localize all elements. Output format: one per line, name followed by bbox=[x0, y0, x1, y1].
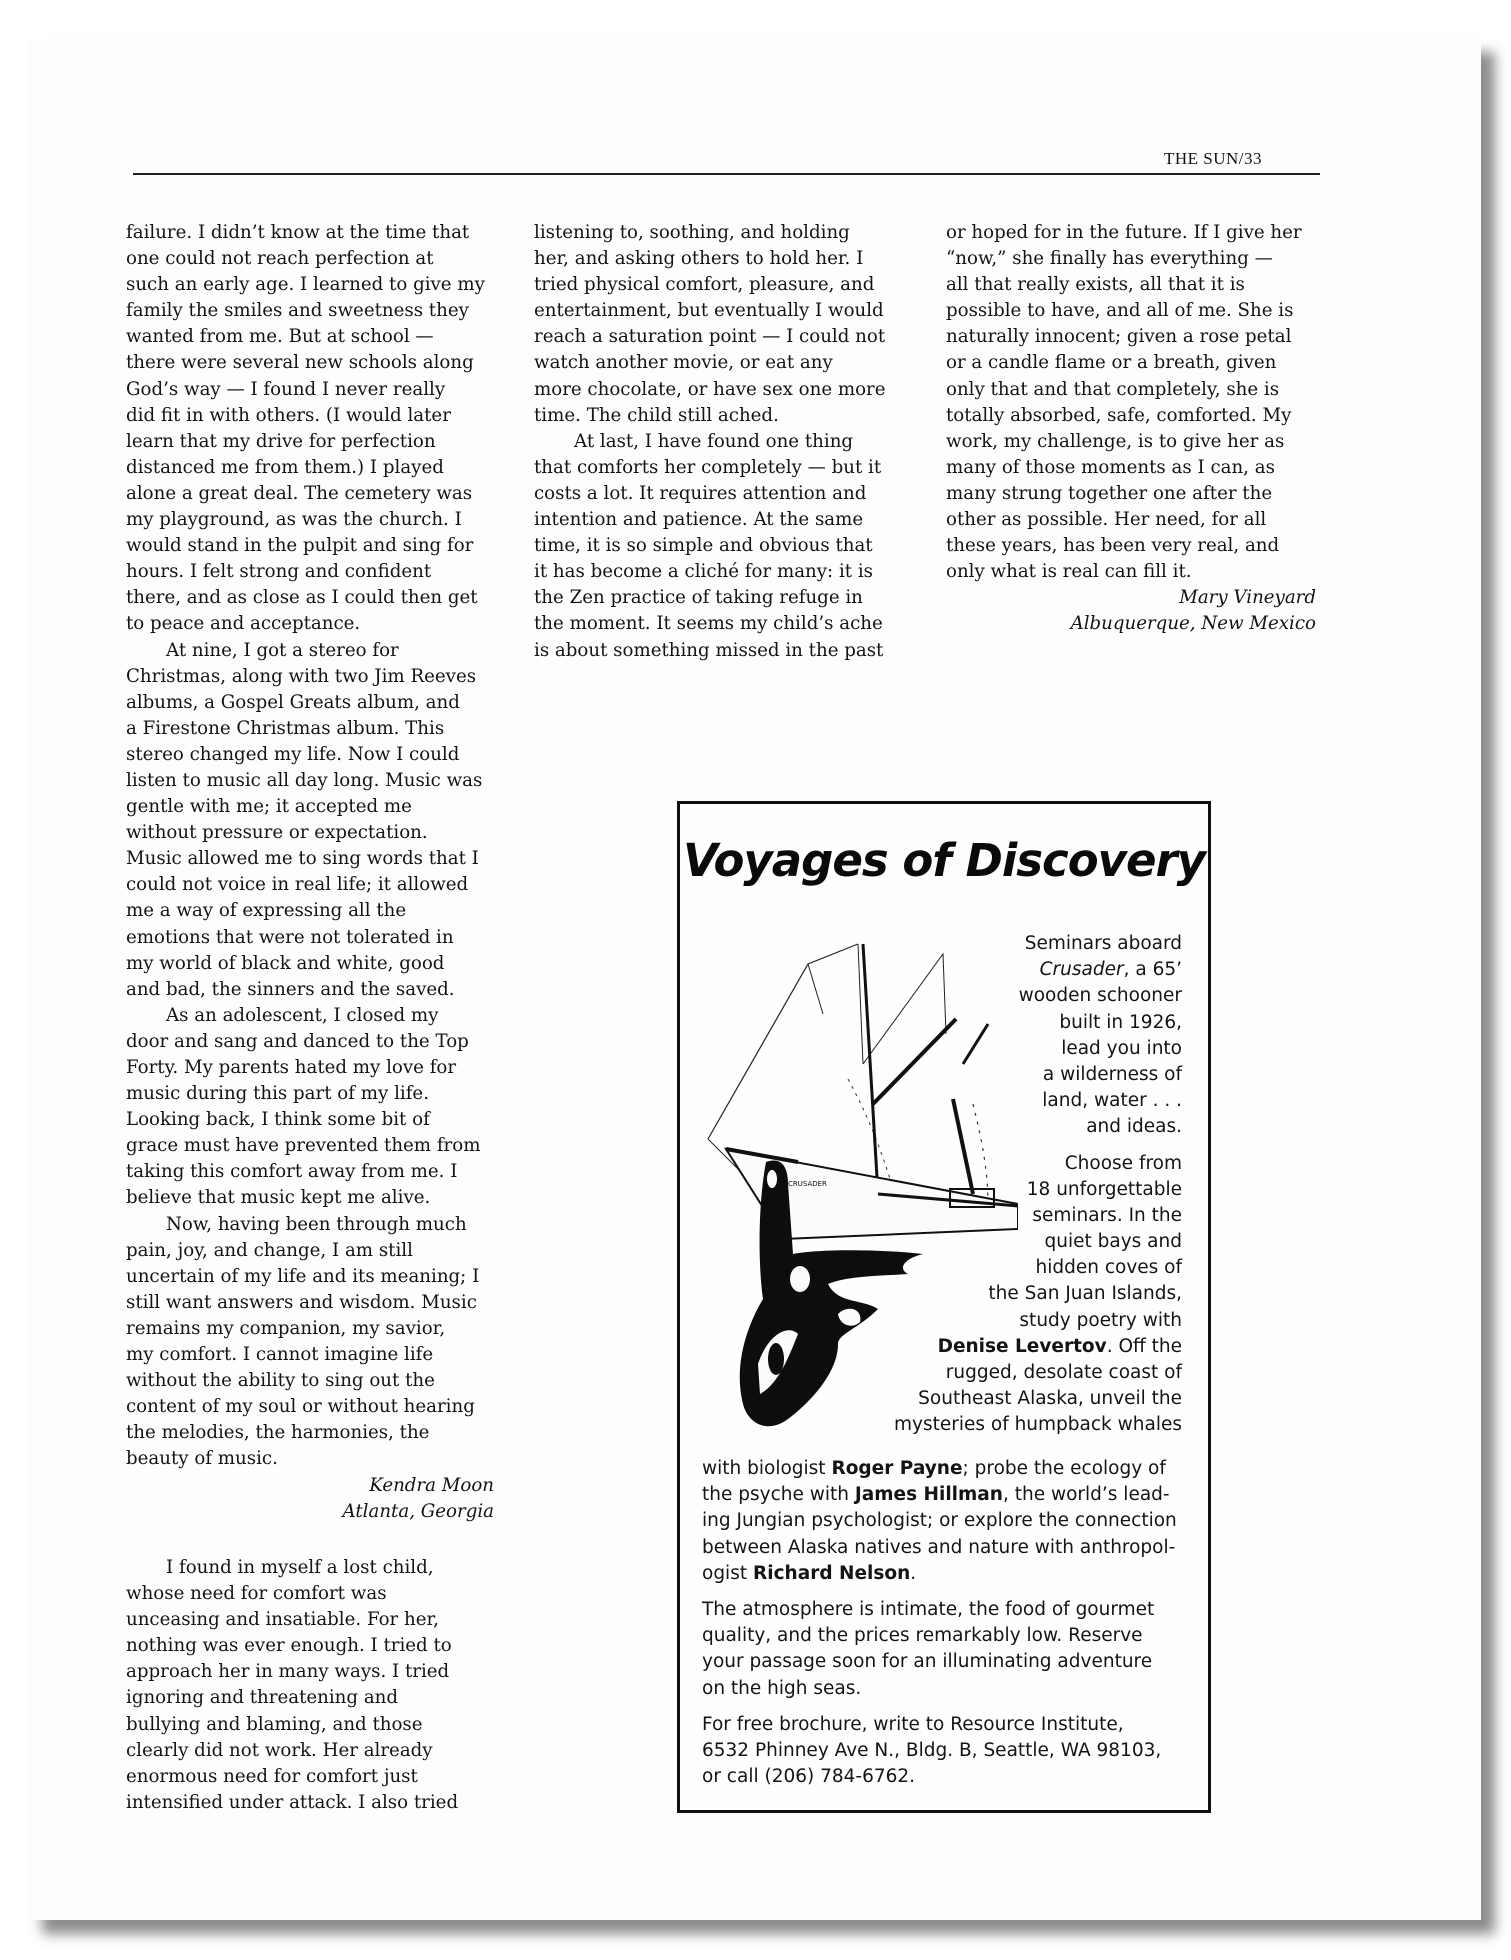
ad-text-run: , a 65’ bbox=[1123, 959, 1182, 981]
text-line: Forty. My parents hated my love for bbox=[126, 1057, 457, 1078]
text-line: I found in myself a lost child, bbox=[166, 1557, 434, 1578]
text-line: Now, having been through much bbox=[166, 1213, 467, 1235]
text-line: As an adolescent, I closed my bbox=[166, 1004, 439, 1026]
text-line: God’s way — I found I never really bbox=[126, 378, 446, 400]
column-2 bbox=[534, 220, 904, 664]
text-line: music during this part of my life. bbox=[126, 1083, 429, 1105]
text-line: many strung together one after the bbox=[946, 482, 1273, 504]
text-line: one could not reach perfection at bbox=[126, 248, 434, 270]
ad-text-run: ; probe the ecology of bbox=[962, 1458, 1166, 1479]
ad-line bbox=[894, 1308, 1182, 1334]
ad-text-run: Choose from bbox=[1064, 1152, 1182, 1174]
text-line: could not voice in real life; it allowed bbox=[126, 874, 469, 896]
ad-text-run: rugged, desolate coast of bbox=[945, 1362, 1182, 1383]
text-line: it has become a cliché for many: it is bbox=[534, 561, 873, 583]
text-line: alone a great deal. The cemetery was bbox=[126, 482, 473, 504]
ad-text-run: quiet bays and bbox=[1044, 1231, 1182, 1253]
ad-text-run: quality, and the prices remarkably low. Reserve bbox=[702, 1625, 1143, 1647]
text-line: these years, has been very real, and bbox=[946, 535, 1280, 557]
text-line: Music allowed me to sing words that I bbox=[126, 848, 479, 870]
text-line: to peace and acceptance. bbox=[126, 613, 361, 635]
text-line: more chocolate, or have sex one more bbox=[534, 378, 886, 400]
ad-text-run: . bbox=[910, 1562, 917, 1584]
ad-line bbox=[894, 1151, 1182, 1177]
ad-text-run: with biologist bbox=[702, 1458, 832, 1479]
text-line: believe that music kept me alive. bbox=[126, 1187, 431, 1209]
ad-line bbox=[894, 1114, 1182, 1140]
text-line: unceasing and insatiable. For her, bbox=[126, 1609, 439, 1631]
ad-text-run: the psyche with bbox=[702, 1484, 855, 1506]
text-line: clearly did not work. Her already bbox=[126, 1739, 433, 1761]
text-line: there, and as close as I could then get bbox=[126, 587, 478, 609]
ad-body-text bbox=[702, 1456, 1186, 1790]
ad-text-run: a wilderness of bbox=[1042, 1063, 1182, 1085]
ad-line bbox=[894, 1386, 1182, 1412]
ad-line bbox=[702, 1482, 1186, 1508]
column-1-letter-2 bbox=[126, 1555, 494, 1816]
text-line: would stand in the pulpit and sing for bbox=[126, 535, 474, 557]
ad-line bbox=[702, 1508, 1186, 1534]
text-line: time, it is so simple and obvious that bbox=[534, 535, 873, 557]
ad-text-run: on the high seas. bbox=[702, 1677, 862, 1699]
signature-place: Albuquerque, New Mexico bbox=[1070, 613, 1316, 635]
ad-line bbox=[894, 1036, 1182, 1062]
instructor-name: Richard Nelson bbox=[752, 1562, 911, 1584]
ad-line bbox=[702, 1649, 1186, 1675]
text-line: totally absorbed, safe, comforted. My bbox=[946, 404, 1292, 426]
running-head: THE SUN/33 bbox=[1163, 149, 1262, 168]
ad-line bbox=[702, 1764, 1186, 1790]
text-line: the melodies, the harmonies, the bbox=[126, 1422, 430, 1444]
signature-name: Mary Vineyard bbox=[1179, 587, 1316, 609]
text-line: family the smiles and sweetness they bbox=[126, 300, 469, 322]
text-line: nothing was ever enough. I tried to bbox=[126, 1635, 452, 1657]
text-line: reach a saturation point — I could not bbox=[534, 326, 886, 348]
text-line: grace must have prevented them from bbox=[126, 1135, 481, 1157]
magazine-page bbox=[28, 38, 1481, 1920]
text-line: my world of black and white, good bbox=[126, 952, 445, 974]
advertisement-box bbox=[677, 801, 1211, 1813]
text-line: content of my soul or without hearing bbox=[126, 1396, 475, 1418]
text-line: only that and that completely, she is bbox=[946, 378, 1280, 400]
ad-text-run: ogist bbox=[702, 1562, 753, 1584]
text-line: her, and asking others to hold her. I bbox=[534, 248, 864, 270]
text-line: my comfort. I cannot imagine life bbox=[126, 1344, 434, 1366]
text-line: a Firestone Christmas album. This bbox=[126, 717, 445, 739]
ad-title: Voyages of Discovery bbox=[682, 834, 1206, 887]
ad-line bbox=[702, 1676, 1186, 1702]
ad-line bbox=[894, 1360, 1182, 1386]
ad-text-run: hidden coves of bbox=[1035, 1257, 1182, 1279]
instructor-name: James Hillman bbox=[854, 1484, 1003, 1506]
text-line: the moment. It seems my child’s ache bbox=[534, 613, 883, 635]
signature-place: Atlanta, Georgia bbox=[342, 1500, 494, 1522]
ad-line bbox=[702, 1456, 1186, 1482]
text-line: watch another movie, or eat any bbox=[534, 352, 833, 374]
text-line: naturally innocent; given a rose petal bbox=[946, 326, 1292, 348]
ad-line bbox=[894, 931, 1182, 957]
text-line: Christmas, along with two Jim Reeves bbox=[126, 665, 477, 687]
text-line: Looking back, I think some bit of bbox=[126, 1109, 430, 1131]
ad-text-run: Southeast Alaska, unveil the bbox=[918, 1388, 1182, 1410]
ad-text-run: and ideas. bbox=[1086, 1116, 1182, 1138]
text-line: door and sang and danced to the Top bbox=[126, 1030, 469, 1052]
ad-line bbox=[894, 1062, 1182, 1088]
text-line: there were several new schools along bbox=[126, 352, 474, 374]
ad-text-run: For free brochure, write to Resource Institute, bbox=[702, 1713, 1124, 1735]
text-line: intention and patience. At the same bbox=[534, 509, 864, 531]
text-line: my playground, as was the church. I bbox=[126, 509, 462, 531]
column-1-text bbox=[126, 220, 494, 1473]
instructor-name: Denise Levertov bbox=[937, 1335, 1107, 1357]
text-line: stereo changed my life. Now I could bbox=[126, 743, 460, 765]
text-line: still want answers and wisdom. Music bbox=[126, 1291, 477, 1313]
ad-text-run: mysteries of humpback whales bbox=[893, 1414, 1182, 1436]
text-line: approach her in many ways. I tried bbox=[126, 1661, 450, 1683]
ad-line bbox=[894, 1255, 1182, 1281]
text-line: possible to have, and all of me. She is bbox=[946, 300, 1294, 322]
instructor-name: Roger Payne bbox=[831, 1458, 963, 1479]
text-line: uncertain of my life and its meaning; I bbox=[126, 1265, 480, 1287]
column-3 bbox=[946, 220, 1316, 638]
ad-line bbox=[894, 1229, 1182, 1255]
ad-text-run: built in 1926, bbox=[1059, 1011, 1182, 1033]
text-line: without pressure or expectation. bbox=[126, 822, 428, 844]
ad-text-run: . Off the bbox=[1106, 1335, 1182, 1357]
ad-line bbox=[894, 1412, 1182, 1438]
ad-intro-text bbox=[894, 931, 1182, 1439]
text-line: At last, I have found one thing bbox=[574, 430, 854, 452]
ad-text-run: ing Jungian psychologist; or explore the connection bbox=[702, 1510, 1177, 1532]
ad-text-run: your passage soon for an illuminating adventure bbox=[702, 1651, 1153, 1673]
column-1 bbox=[126, 220, 494, 1525]
ad-text-run: lead you into bbox=[1061, 1037, 1182, 1059]
text-line: and bad, the sinners and the saved. bbox=[126, 978, 455, 1000]
column-3-text bbox=[946, 220, 1316, 585]
ad-text-run: , the world’s lead- bbox=[1002, 1484, 1170, 1506]
ad-line bbox=[894, 1010, 1182, 1036]
text-line: costs a lot. It requires attention and bbox=[534, 482, 867, 504]
text-line: ignoring and threatening and bbox=[126, 1687, 399, 1709]
ad-line bbox=[702, 1535, 1186, 1561]
text-line: is about something missed in the past bbox=[534, 639, 884, 661]
text-line: or a candle flame or a breath, given bbox=[946, 352, 1277, 374]
text-line: only what is real can fill it. bbox=[946, 561, 1192, 583]
text-line: distanced me from them.) I played bbox=[126, 456, 444, 478]
text-line: learn that my drive for perfection bbox=[126, 430, 436, 452]
text-line: At nine, I got a stereo for bbox=[166, 639, 399, 661]
ad-text-run: The atmosphere is intimate, the food of gourmet bbox=[702, 1598, 1155, 1620]
paragraph-gap bbox=[702, 1587, 1186, 1597]
text-line: remains my companion, my savior, bbox=[126, 1317, 446, 1339]
ad-line bbox=[702, 1738, 1186, 1764]
ad-text-run: seminars. In the bbox=[1032, 1204, 1182, 1226]
text-line: emotions that were not tolerated in bbox=[126, 926, 454, 948]
ad-text-run: 6532 Phinney Ave N., Bldg. B, Seattle, WA 98103, bbox=[702, 1739, 1162, 1761]
text-line: other as possible. Her need, for all bbox=[946, 509, 1267, 531]
column-2-text bbox=[534, 220, 904, 664]
text-line: work, my challenge, is to give her as bbox=[946, 430, 1285, 452]
ad-text-run: or call (206) 784-6762. bbox=[702, 1766, 916, 1788]
text-line: did fit in with others. (I would later bbox=[126, 404, 451, 426]
paragraph-gap bbox=[702, 1702, 1186, 1712]
text-line: failure. I didn’t know at the time that bbox=[126, 222, 470, 243]
text-line: bullying and blaming, and those bbox=[126, 1713, 423, 1735]
text-line: pain, joy, and change, I am still bbox=[126, 1239, 413, 1261]
ad-line bbox=[894, 1334, 1182, 1360]
ad-line bbox=[894, 983, 1182, 1009]
ad-text-run: 18 unforgettable bbox=[1026, 1178, 1182, 1200]
paragraph-gap bbox=[894, 1141, 1182, 1151]
text-line: intensified under attack. I also tried bbox=[126, 1791, 459, 1813]
text-line: listen to music all day long. Music was bbox=[126, 769, 483, 791]
text-line: enormous need for comfort just bbox=[126, 1765, 418, 1787]
column-1-letter-2-text bbox=[126, 1555, 494, 1816]
svg-text:CRUSADER: CRUSADER bbox=[788, 1180, 827, 1188]
text-line: or hoped for in the future. If I give her bbox=[946, 222, 1302, 243]
signature-name: Kendra Moon bbox=[369, 1474, 494, 1496]
ad-line bbox=[894, 1088, 1182, 1114]
ad-line bbox=[894, 1281, 1182, 1307]
ad-line bbox=[702, 1597, 1186, 1623]
text-line: all that really exists, all that it is bbox=[946, 274, 1245, 296]
text-line: hours. I felt strong and confident bbox=[126, 561, 432, 583]
text-line: beauty of music. bbox=[126, 1448, 278, 1470]
text-line: gentle with me; it accepted me bbox=[126, 796, 412, 818]
text-line: entertainment, but eventually I would bbox=[534, 300, 884, 322]
ad-line bbox=[702, 1561, 1186, 1587]
ship-name: Crusader bbox=[1039, 959, 1124, 981]
ad-line bbox=[894, 1177, 1182, 1203]
ad-text-run: wooden schooner bbox=[1018, 985, 1182, 1007]
text-line: many of those moments as I can, as bbox=[946, 456, 1275, 478]
text-line: “now,” she finally has everything — bbox=[946, 248, 1273, 270]
text-line: without the ability to sing out the bbox=[126, 1370, 435, 1392]
text-line: albums, a Gospel Greats album, and bbox=[126, 691, 460, 713]
text-line: the Zen practice of taking refuge in bbox=[534, 587, 863, 609]
text-line: that comforts her completely — but it bbox=[534, 456, 882, 478]
text-line: whose need for comfort was bbox=[126, 1583, 387, 1605]
text-line: wanted from me. But at school — bbox=[126, 326, 434, 348]
text-line: taking this comfort away from me. I bbox=[126, 1161, 458, 1183]
ad-line bbox=[702, 1623, 1186, 1649]
ad-text-run: Seminars aboard bbox=[1024, 933, 1182, 954]
ad-line bbox=[894, 957, 1182, 983]
ad-line bbox=[702, 1712, 1186, 1738]
ad-text-run: the San Juan Islands, bbox=[988, 1283, 1182, 1305]
ad-text-run: between Alaska natives and nature with anthropol- bbox=[702, 1536, 1176, 1558]
text-line: listening to, soothing, and holding bbox=[534, 222, 850, 243]
text-line: such an early age. I learned to give my bbox=[126, 274, 485, 296]
text-line: time. The child still ached. bbox=[534, 404, 779, 426]
text-line: me a way of expressing all the bbox=[126, 900, 407, 922]
ad-line bbox=[894, 1203, 1182, 1229]
header-rule bbox=[133, 173, 1320, 175]
text-line: tried physical comfort, pleasure, and bbox=[534, 274, 875, 296]
ad-text-run: land, water . . . bbox=[1042, 1090, 1182, 1112]
ad-text-run: study poetry with bbox=[1019, 1309, 1182, 1331]
